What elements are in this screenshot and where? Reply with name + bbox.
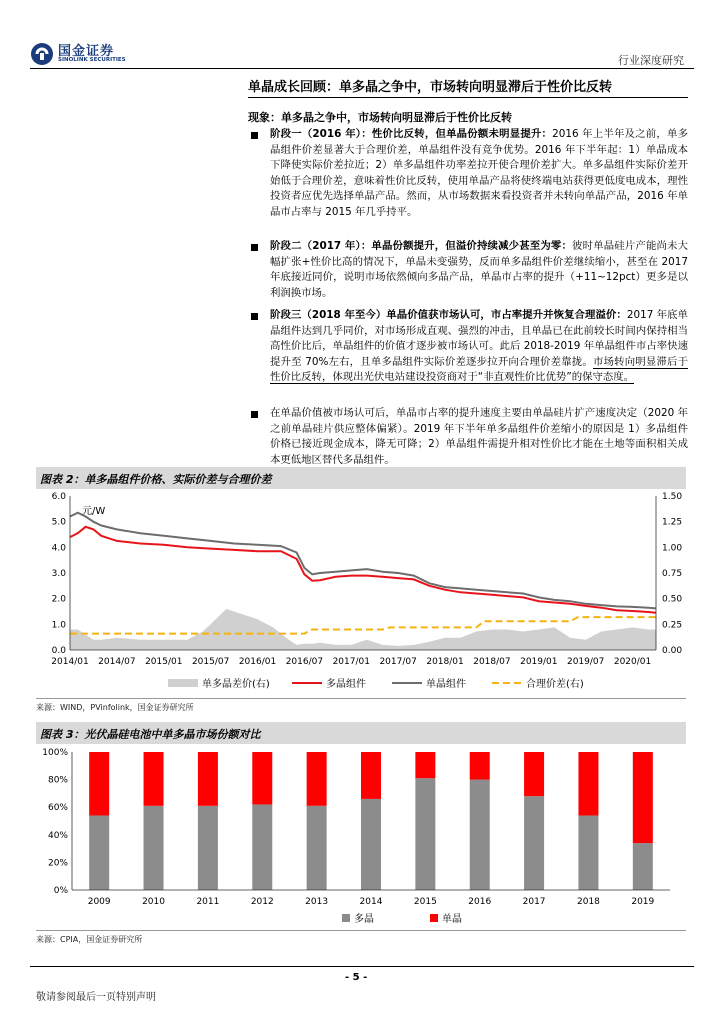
x-tick-label: 2018/01 [426,657,464,667]
x-tick-label: 2009 [87,897,111,907]
bullet-marker [251,313,258,320]
x-tick-label: 2016/01 [238,657,277,667]
x-tick-label: 2017 [522,897,546,907]
bar-multi [578,815,598,890]
phenomenon-heading: 现象：单多晶之争中，市场转向明显滞后于性价比反转 [248,111,512,124]
series-area-spread [70,609,656,650]
bullet-lead: 阶段二（2017 年）：单晶份额提升，但溢价持续减少甚至为零： [270,240,573,252]
figure2-title: 图表 2：单多晶组件价格、实际价差与合理价差 [40,473,272,486]
x-tick-label: 2018 [577,897,600,907]
figure3-bottom-rule [36,930,686,931]
bullet-lead: 阶段一（2016 年）：性价比反转，但单晶份额未明显提升： [270,128,553,140]
x-tick-label: 2019/07 [566,657,605,667]
bar-multi [144,806,164,890]
bar-multi [633,843,653,890]
bar-multi [198,806,218,890]
bullet-marker [251,132,258,139]
x-tick-label: 2014 [359,897,383,907]
right-tick-label: 0.00 [662,646,683,656]
x-tick-label: 2017/01 [332,657,370,667]
y-tick-label: 20% [47,858,68,869]
bullet-marker [251,244,258,251]
bar-mono [633,752,653,843]
bar-multi [89,815,109,890]
x-tick-label: 2016 [468,897,492,907]
bar-mono [198,752,218,806]
highlighted-conclusion: 市场转向明显滞后于性价比反转，体现出光伏电站建设投资商对于“非直观性价比优势”的保守态度。 [270,355,689,384]
disclaimer-note: 敬请参阅最后一页特别声明 [36,992,156,1003]
series-line-mono [70,513,656,609]
bar-mono [578,752,598,815]
bar-mono [307,752,327,806]
series-line-reasonable [70,617,656,634]
bar-mono [361,752,381,799]
figure3-title: 图表 3：光伏晶硅电池中单多晶市场份额对比 [40,728,261,741]
bar-mono [415,752,435,778]
company-logo [30,40,140,68]
header-divider [30,68,694,69]
x-tick-label: 2018/07 [473,657,511,667]
legend-label-multi: 多晶 [354,914,374,925]
legend-label-spread: 单多晶差价(右) [202,679,270,690]
legend-swatch-spread [168,679,198,687]
x-tick-label: 2012 [250,897,274,907]
legend-swatch-mono [430,914,438,922]
right-tick-label: 1.00 [662,543,683,554]
y-tick-label: 80% [47,775,68,786]
left-tick-label: 3.0 [51,569,66,579]
x-tick-label: 2015/07 [191,657,230,667]
legend-label-reasonable: 合理价差(右) [526,679,584,690]
bullet-stage-2 [270,239,688,301]
bullet-text: 在单晶价值被市场认可后，单晶市占率的提升速度主要由单晶硅片扩产速度决定（2020 年之前单晶硅片供应整体偏紧）。2019 年下半年单多晶组件价差缩小的原因是 1）多晶组件价格已接近现金成本，降无可降；2）单晶组件需提升相对性价比才能在土地等面积相关成本更低地区替代多晶组件。 [270,407,688,466]
bar-multi [252,804,272,890]
right-tick-label: 0.50 [662,594,683,605]
bullet-marker [251,411,258,418]
footer-divider [30,966,694,967]
x-tick-label: 2017/07 [379,657,417,667]
right-tick-label: 0.25 [662,620,683,631]
bullet-stage-3 [270,308,688,386]
bullet-text: 2016 年上半年及之前，单多晶组件价差显著大于合理价差，单晶组件没有竞争优势。2016 年下半年起：1）单晶成本下降使实际价差拉近；2）单多晶组件功率差拉开使合理价差扩大。单多晶组件实际价差开始低于合理价差，意味着性价比反转，使用单晶产品将使终端电站获得更低度电成本，理性投资者应优先选择单晶产品。然而，从市场数据来看投资者并未转向单晶产品，2016 年单晶市占率与 2015 年几乎持平。 [270,128,688,218]
figure2-bottom-rule [36,698,686,699]
sinolink-logo-icon [30,42,54,66]
bullet-text: 彼时单晶硅片产能尚未大幅扩张+性价比高的情况下，单晶未变强势，反而单多晶组件价差继续缩小，甚至在 2017 年底接近同价，说明市场依然倾向多晶产品，单晶市占率的提升（+11~12pct）更多是以利润换市场。 [270,240,689,299]
bullet-lead: 阶段三（2018 年至今）单晶价值获市场认可，市占率提升并恢复合理溢价： [270,309,627,321]
logo-english-text: SINOLINK SECURITIES [58,57,126,63]
figure2-source: 来源：WIND，PVinfolink，国金证券研究所 [36,703,194,712]
figure3-chart [30,744,700,930]
x-tick-label: 2014/07 [98,657,136,667]
x-tick-label: 2010 [142,897,165,907]
x-tick-label: 2014/01 [51,657,89,667]
y-tick-label: 100% [42,748,68,758]
y-tick-label: 60% [47,803,68,814]
legend-label-mono: 单晶 [442,914,462,925]
legend-swatch-multi [342,914,350,922]
y-tick-label: 40% [47,830,68,841]
bar-multi [361,799,381,890]
x-tick-label: 2015/01 [145,657,183,667]
bullet-stage-1 [270,127,688,221]
right-tick-label: 1.25 [662,517,683,528]
bar-multi [470,780,490,890]
x-tick-label: 2013 [305,897,329,907]
x-tick-label: 2019/01 [520,657,558,667]
x-tick-label: 2011 [196,897,220,907]
x-tick-label: 2016/07 [285,657,324,667]
bar-mono [252,752,272,804]
x-tick-label: 2015 [413,897,437,907]
figure3-source: 来源：CPIA，国金证券研究所 [36,935,143,944]
left-tick-label: 6.0 [51,492,66,502]
left-tick-label: 1.0 [51,620,66,631]
left-tick-label: 5.0 [51,517,66,528]
section-title: 单晶成长回顾：单多晶之争中，市场转向明显滞后于性价比反转 [248,80,613,95]
figure2-chart [30,488,700,698]
bullet-stage-4 [270,406,688,468]
legend-label-mono: 单晶组件 [426,679,466,690]
y-tick-label: 0% [53,886,68,896]
section-title-underline [248,97,688,98]
x-tick-label: 2020/01 [613,657,652,667]
bar-multi [415,778,435,890]
left-tick-label: 0.0 [51,646,66,656]
page-number: - 5 - [345,972,368,983]
x-tick-label: 2019 [631,897,655,907]
bar-mono [470,752,490,780]
bar-mono [144,752,164,806]
bar-mono [89,752,109,815]
unit-label: 元/W [82,506,106,517]
bar-multi [307,806,327,890]
legend-label-multi: 多晶组件 [326,679,366,690]
bar-multi [524,796,544,890]
bullet-text: 2017 年底单晶组件达到几乎同价，对市场形成直观、强烈的冲击，且单晶已在此前较长时间内保持相当高性价比后，单晶组件的价值才逐步被市场认可。此后 2018-2019 年单晶组件市占率快速提升至 70%左右，且单多晶组件实际价差逐步拉开向合理价差靠拢。 [270,309,688,368]
report-type-label: 行业深度研究 [618,54,684,67]
logo-chinese-text: 国金证券 [58,44,115,59]
right-tick-label: 0.75 [662,569,683,579]
left-tick-label: 4.0 [51,543,66,554]
left-tick-label: 2.0 [51,594,66,605]
right-tick-label: 1.50 [662,492,683,502]
bar-mono [524,752,544,796]
